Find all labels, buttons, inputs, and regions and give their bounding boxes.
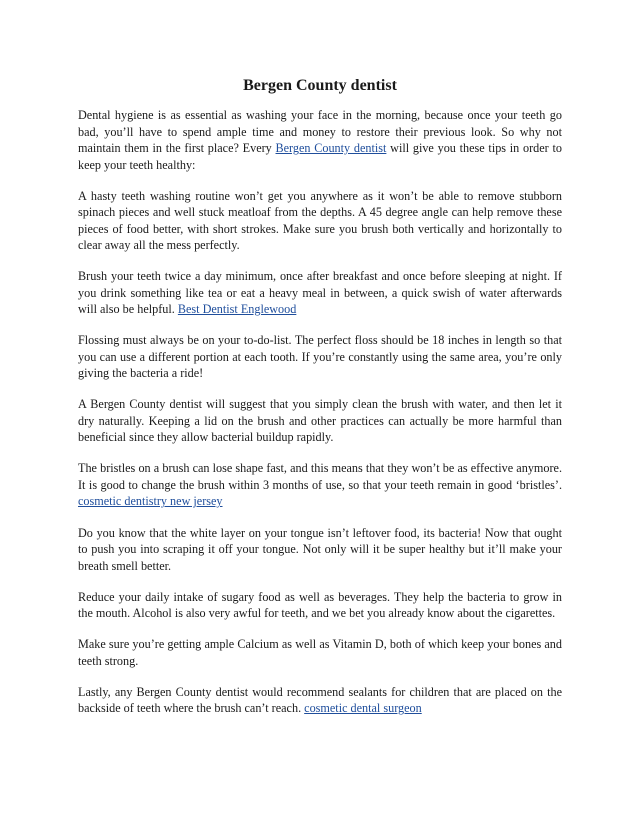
document-page	[78, 76, 562, 731]
paragraph-text-after: will give you these tips in order to keep your teeth healthy:	[78, 141, 562, 172]
paragraph-text: The bristles on a brush can lose shape fast, and this means that they won’t be as effective anymore. It is good to change the brush within 3 months of use, so that your teeth remain in good ‘bristles’.	[78, 461, 562, 492]
paragraph-sealants	[78, 684, 562, 717]
paragraph-text: Dental hygiene is as essential as washing your face in the morning, because once your teeth go bad, you’ll have to spend ample time and money to restore their previous look. So why not maintain them in the first place? Every	[78, 108, 562, 155]
paragraph-text: Reduce your daily intake of sugary food as well as beverages. They help the bacteria to grow in the mouth. Alcohol is also very awful for teeth, and we bet you already know about the cigarettes.	[78, 589, 562, 621]
paragraph-calcium	[78, 636, 562, 669]
paragraph-sugar	[78, 589, 562, 622]
paragraph-bristles	[78, 460, 562, 510]
paragraph-text: Lastly, any Bergen County dentist would recommend sealants for children that are placed on the backside of teeth where the brush can’t reach.	[78, 684, 562, 716]
link-best-dentist-englewood[interactable]: Best Dentist Englewood	[177, 302, 297, 317]
paragraph-text: A Bergen County dentist will suggest that you simply clean the brush with water, and then let it dry naturally. Keeping a lid on the brush and other practices can actually be more harmful than beneficial since they allow bacterial buildup rapidly.	[78, 397, 562, 445]
link-cosmetic-dentistry-new-jersey[interactable]: cosmetic dentistry new jersey	[78, 494, 223, 509]
paragraph-flossing	[78, 332, 562, 382]
paragraph-intro	[78, 107, 562, 173]
paragraph-brushing-technique	[78, 188, 562, 254]
link-bergen-county-dentist[interactable]: Bergen County dentist	[275, 141, 387, 155]
link-cosmetic-dental-surgeon[interactable]: cosmetic dental surgeon	[304, 701, 422, 716]
paragraph-text: Flossing must always be on your to-do-list. The perfect floss should be 18 inches in length so that you can use a different portion at each tooth. If you’re constantly using the same area, you’re only giving the bacteria a ride!	[78, 333, 562, 381]
paragraph-text: Make sure you’re getting ample Calcium as well as Vitamin D, both of which keep your bones and teeth strong.	[78, 637, 562, 668]
document-title: Bergen County dentist	[243, 77, 397, 94]
paragraph-brush-twice	[78, 268, 562, 318]
paragraph-text: Do you know that the white layer on your tongue isn’t leftover food, its bacteria! Now that ought to push you into scraping it off your tongue. Not only will it be super healthy but it’ll make your breath smell better.	[78, 525, 562, 573]
paragraph-brush-cleaning	[78, 396, 562, 446]
paragraph-text: Brush your teeth twice a day minimum, once after breakfast and once before sleeping at night. If you drink something like tea or eat a heavy meal in between, a quick swish of water afterwards will also be helpful.	[78, 269, 562, 317]
paragraph-tongue	[78, 525, 562, 575]
paragraph-text: A hasty teeth washing routine won’t get you anywhere as it won’t be able to remove stubborn spinach pieces and well stuck meatloaf from the depths. A 45 degree angle can help remove these pieces of food better, with short strokes. Make sure you brush both vertically and horizontally to clear away all the mess perfectly.	[78, 188, 562, 253]
